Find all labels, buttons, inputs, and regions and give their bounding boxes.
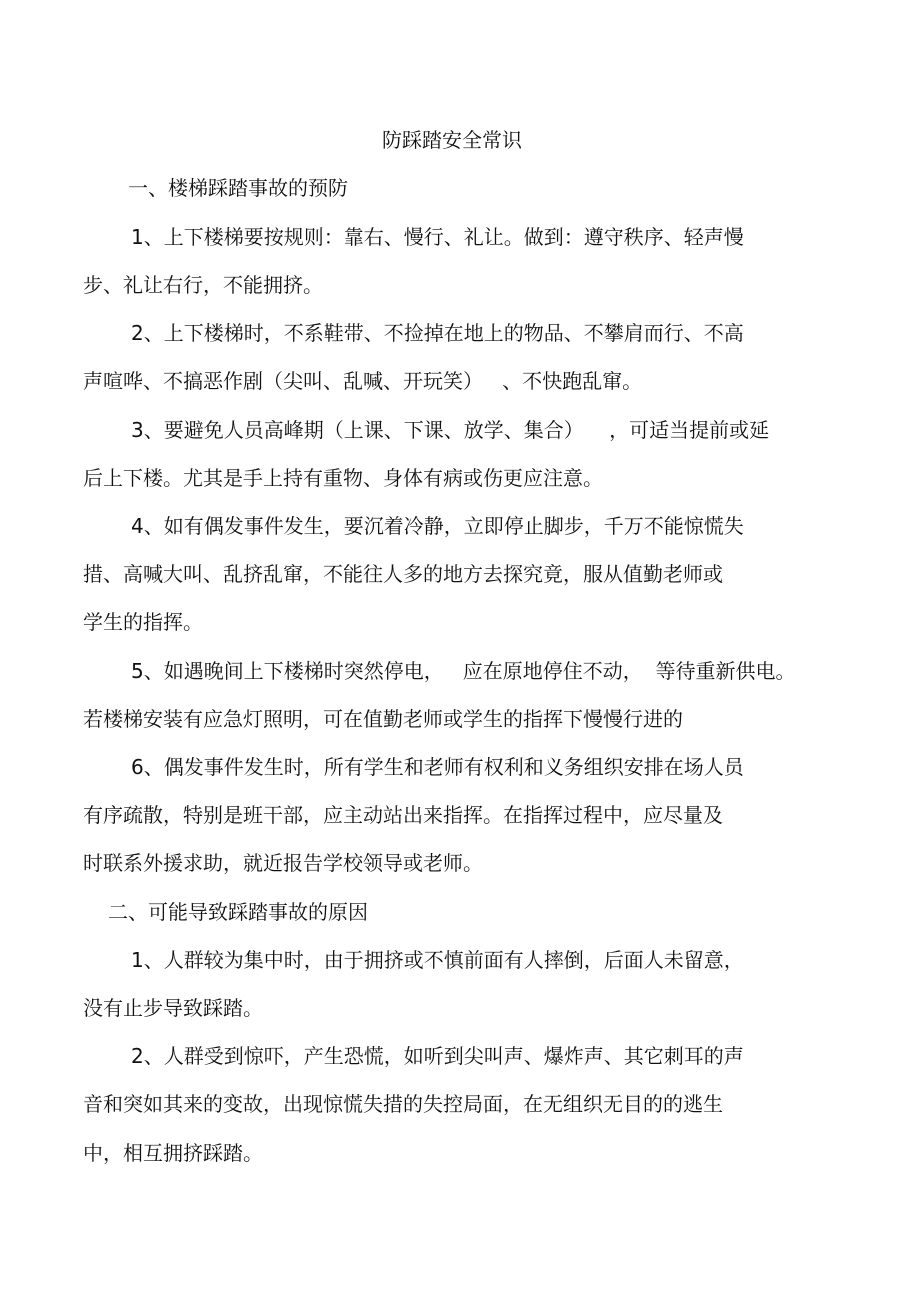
item-1-3-line-1: 3、要避免人员高峰期（上课、下课、放学、集合） ，可适当提前或延 bbox=[131, 418, 770, 442]
item-1-6-line-1: 6、偶发事件发生时，所有学生和老师有权利和义务组织安排在场人员 bbox=[131, 755, 744, 779]
item-1-4-line-3: 学生的指挥。 bbox=[83, 610, 203, 634]
item-2-1-line-1: 1、人群较为集中时，由于拥挤或不慎前面有人摔倒，后面人未留意， bbox=[131, 948, 744, 972]
item-1-6-line-2: 有序疏散，特别是班干部，应主动站出来指挥。在指挥过程中，应尽量及 bbox=[83, 803, 723, 827]
item-1-6-line-3: 时联系外援求助，就近报告学校领导或老师。 bbox=[83, 851, 483, 875]
item-2-2-line-1: 2、人群受到惊吓，产生恐慌，如听到尖叫声、爆炸声、其它刺耳的声 bbox=[131, 1044, 744, 1068]
item-1-5-line-1: 5、如遇晚间上下楼梯时突然停电， 应在原地停住不动， 等待重新供电。 bbox=[131, 659, 796, 683]
item-1-2-line-2: 声喧哗、不搞恶作剧（尖叫、乱喊、开玩笑） 、不快跑乱窜。 bbox=[83, 369, 643, 393]
item-1-3-line-2: 后上下楼。尤其是手上持有重物、身体有病或伤更应注意。 bbox=[83, 466, 603, 490]
item-1-4-line-1: 4、如有偶发事件发生，要沉着冷静，立即停止脚步，千万不能惊慌失 bbox=[131, 514, 744, 538]
item-2-2-line-3: 中，相互拥挤踩踏。 bbox=[83, 1141, 263, 1165]
item-1-2-line-1: 2、上下楼梯时，不系鞋带、不捡掉在地上的物品、不攀肩而行、不高 bbox=[131, 321, 744, 345]
item-1-4-line-2: 措、高喊大叫、乱挤乱窜，不能往人多的地方去探究竟，服从值勤老师或 bbox=[83, 562, 723, 586]
item-1-5-line-2: 若楼梯安装有应急灯照明，可在值勤老师或学生的指挥下慢慢行进的 bbox=[83, 707, 683, 731]
section-1-heading: 一、楼梯踩踏事故的预防 bbox=[128, 176, 348, 200]
item-1-1-line-2: 步、礼让右行，不能拥挤。 bbox=[83, 273, 323, 297]
item-2-2-line-2: 音和突如其来的变故，出现惊慌失措的失控局面，在无组织无目的的逃生 bbox=[83, 1092, 723, 1116]
item-2-1-line-2: 没有止步导致踩踏。 bbox=[83, 996, 263, 1020]
section-2-heading: 二、可能导致踩踏事故的原因 bbox=[108, 900, 368, 924]
document-title: 防踩踏安全常识 bbox=[382, 128, 522, 152]
item-1-1-line-1: 1、上下楼梯要按规则：靠右、慢行、礼让。做到：遵守秩序、轻声慢 bbox=[131, 225, 744, 249]
